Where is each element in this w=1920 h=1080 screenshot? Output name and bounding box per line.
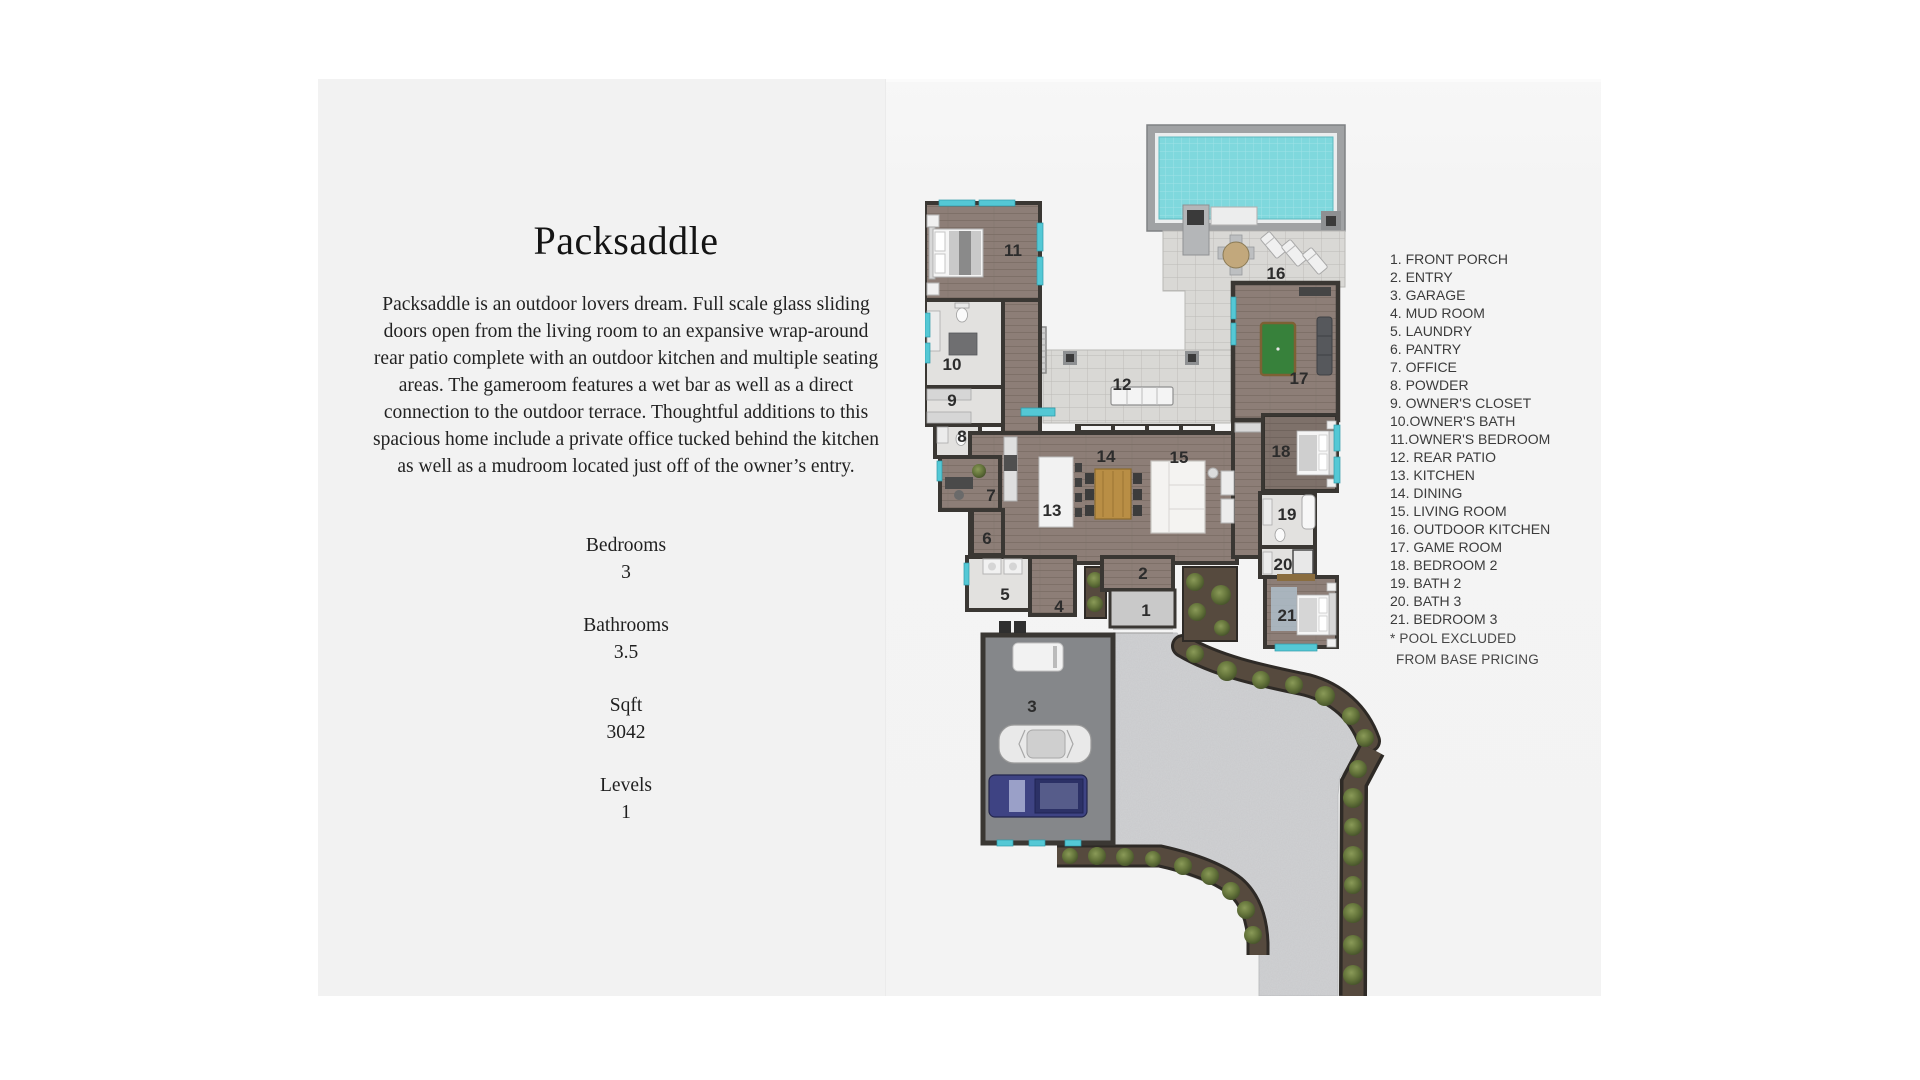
legend-item: 8. POWDER	[1390, 377, 1469, 393]
legend-item: 12. REAR PATIO	[1390, 449, 1497, 465]
floor-plan-graphic	[925, 95, 1405, 996]
stat-value: 3.5	[613, 642, 639, 663]
white-car	[999, 725, 1091, 763]
legend-item: 21. BEDROOM 3	[1390, 611, 1498, 627]
owners-bed	[929, 227, 983, 279]
room-number-7: 7	[986, 486, 996, 505]
stat-group	[366, 772, 886, 826]
room-number-9: 9	[947, 391, 957, 410]
dining-set	[1085, 469, 1142, 519]
stat-group	[366, 532, 886, 586]
porch-steps	[1113, 629, 1173, 633]
legend-item: 20. BATH 3	[1390, 593, 1462, 609]
floor-plan-legend	[1390, 250, 1600, 669]
room-number-16: 16	[1266, 264, 1286, 283]
brochure-panel	[318, 79, 1601, 996]
room-number-12: 12	[1112, 375, 1132, 394]
stat-label: Bathrooms	[583, 615, 669, 636]
stat-value: 3042	[606, 722, 646, 743]
stat-value: 1	[621, 802, 631, 823]
legend-item: 9. OWNER'S CLOSET	[1390, 395, 1532, 411]
stat-value: 3	[621, 562, 631, 583]
legend-item: 19. BATH 2	[1390, 575, 1462, 591]
legend-item: 4. MUD ROOM	[1390, 305, 1485, 321]
legend-item: 7. OFFICE	[1390, 359, 1457, 375]
legend-item: 3. GARAGE	[1390, 287, 1466, 303]
legend-item: 2. ENTRY	[1390, 269, 1453, 285]
room-number-14: 14	[1096, 447, 1116, 466]
legend-item: 10.OWNER'S BATH	[1390, 413, 1516, 429]
room-number-17: 17	[1289, 369, 1309, 388]
wet-bar	[1235, 423, 1261, 432]
shower	[1293, 550, 1313, 574]
outdoor-counter	[1211, 207, 1257, 225]
room-number-5: 5	[1000, 585, 1010, 604]
room-number-15: 15	[1169, 448, 1189, 467]
room-number-10: 10	[942, 355, 962, 374]
stat-group	[366, 692, 886, 746]
room-number-6: 6	[982, 529, 992, 548]
listing-description: Packsaddle is an outdoor lovers dream. Full scale glass sliding doors open from the living room to an expansive wrap-around rear patio complete with an outdoor kitchen and multiple seating areas. The gameroom features a wet bar as well as a direct connection to the outdoor terrace. Thoughtful additions to this spacious home include a private office tucked behind the kitchen as well as a mudroom located just off of the owner’s entry.	[373, 294, 879, 477]
legend-item: 16. OUTDOOR KITCHEN	[1390, 521, 1551, 537]
legend-footnotes	[1390, 630, 1600, 669]
legend-item: 5. LAUNDRY	[1390, 323, 1473, 339]
legend-item: 1. FRONT PORCH	[1390, 251, 1508, 267]
garage	[983, 621, 1113, 843]
game-room-sofa	[1317, 317, 1332, 375]
room-number-21: 21	[1277, 606, 1297, 625]
room-number-8: 8	[957, 427, 967, 446]
legend-item: 15. LIVING ROOM	[1390, 503, 1507, 519]
room-number-4: 4	[1054, 597, 1064, 616]
room-number-20: 20	[1273, 555, 1293, 574]
listing-info-column	[366, 217, 886, 852]
room-number-13: 13	[1042, 501, 1062, 520]
tub	[1302, 495, 1315, 529]
legend-item: 11.OWNER'S BEDROOM	[1390, 431, 1551, 447]
legend-item: 13. KITCHEN	[1390, 467, 1475, 483]
legend-items	[1390, 250, 1600, 628]
room-number-3: 3	[1027, 697, 1037, 716]
legend-footnote: FROM BASE PRICING	[1396, 652, 1539, 667]
room-mud	[1030, 557, 1075, 615]
bench	[1277, 574, 1315, 581]
stat-group	[366, 612, 886, 666]
game-room	[1233, 283, 1338, 420]
legend-item: 17. GAME ROOM	[1390, 539, 1503, 555]
legend-item: 14. DINING	[1390, 485, 1463, 501]
room-number-2: 2	[1138, 564, 1148, 583]
page-title: Packsaddle	[533, 218, 719, 263]
room-number-19: 19	[1277, 505, 1297, 524]
room-number-1: 1	[1141, 601, 1151, 620]
blue-truck	[989, 775, 1087, 817]
stat-label: Bedrooms	[585, 535, 667, 556]
legend-item: 18. BEDROOM 2	[1390, 557, 1498, 573]
stat-label: Sqft	[609, 695, 643, 716]
room-number-11: 11	[1004, 241, 1022, 260]
legend-footnote: * POOL EXCLUDED	[1390, 631, 1517, 646]
legend-item: 6. PANTRY	[1390, 341, 1462, 357]
room-number-18: 18	[1271, 442, 1291, 461]
stat-label: Levels	[600, 775, 652, 796]
listing-stats	[366, 532, 886, 826]
